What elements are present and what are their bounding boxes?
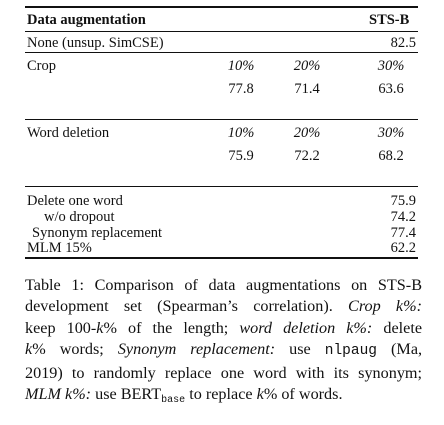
deletion-ratio-10: 10% xyxy=(227,125,255,141)
caption-line-2: development set (Spearman’s correlation). Crop k%: xyxy=(25,297,422,316)
wo-dropout-score: 74.2 xyxy=(390,209,416,225)
table-bottom-rule xyxy=(25,257,418,259)
wo-dropout-label: w/o dropout xyxy=(44,209,115,225)
crop-label: Crop xyxy=(27,58,56,74)
synonym-replacement-score: 77.4 xyxy=(390,225,416,241)
word-deletion-label: Word deletion xyxy=(27,125,110,141)
caption-line-4: k% words; Synonym replacement: use nlpaug (Ma, xyxy=(25,340,423,360)
synonym-replacement-label: Synonym replacement xyxy=(32,225,163,241)
deletion-score-10: 75.9 xyxy=(228,148,254,164)
table-deletion-rule xyxy=(25,186,418,187)
crop-ratio-10: 10% xyxy=(227,58,255,74)
deletion-score-20: 72.2 xyxy=(294,148,320,164)
table-top-rule xyxy=(25,6,418,8)
table-caption xyxy=(25,275,422,411)
caption-line-3: keep 100-k% of the length; word deletion k%: delete xyxy=(25,318,423,337)
crop-score-30: 63.6 xyxy=(378,81,404,97)
header-sts-b: STS-B xyxy=(369,12,410,28)
table-baseline-rule xyxy=(25,52,418,53)
crop-ratio-30: 30% xyxy=(377,58,405,74)
mlm-label: MLM 15% xyxy=(27,240,92,256)
deletion-ratio-30: 30% xyxy=(377,125,405,141)
table-crop-rule xyxy=(25,119,418,120)
delete-one-word-label: Delete one word xyxy=(27,193,123,209)
caption-line-5: 2019) to randomly replace one word with its synonym; xyxy=(25,363,422,382)
header-data-augmentation: Data augmentation xyxy=(27,12,146,28)
delete-one-word-score: 75.9 xyxy=(390,193,416,209)
mlm-score: 62.2 xyxy=(390,240,416,256)
crop-ratio-20: 20% xyxy=(293,58,321,74)
crop-score-10: 77.8 xyxy=(228,81,254,97)
caption-line-6: MLM k%: use $BERT_{base}$ to replace k% of words. xyxy=(25,385,343,407)
table-header-rule xyxy=(25,31,418,32)
baseline-label: None (unsup. SimCSE) xyxy=(27,35,164,51)
deletion-ratio-20: 20% xyxy=(293,125,321,141)
baseline-score: 82.5 xyxy=(390,35,416,51)
caption-line-1: Table 1: Comparison of data augmentations on STS-B xyxy=(25,276,422,294)
deletion-score-30: 68.2 xyxy=(378,148,404,164)
crop-score-20: 71.4 xyxy=(294,81,320,97)
